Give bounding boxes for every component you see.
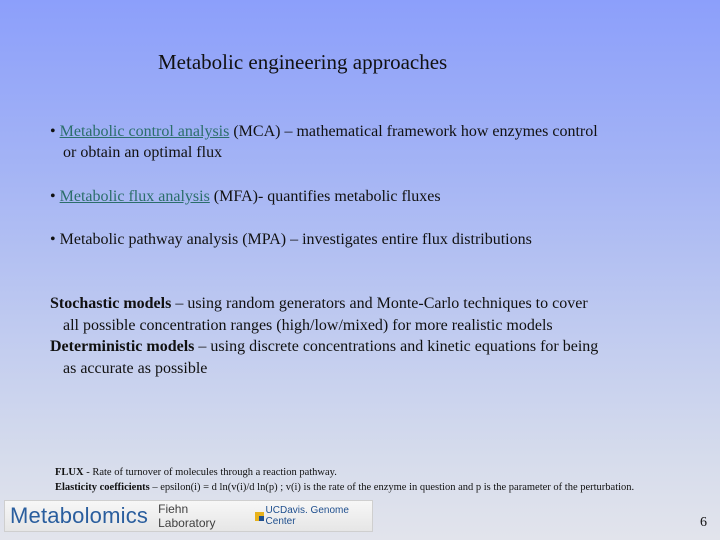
elasticity-term: Elasticity coefficients (55, 482, 150, 493)
bullet-text: (MFA)- quantifies metabolic fluxes (209, 188, 441, 205)
bullet-mfa (50, 186, 690, 207)
stochastic-continuation: all possible concentration ranges (high/low/mixed) for more realistic models (63, 316, 553, 334)
deterministic-continuation: as accurate as possible (63, 359, 208, 377)
bullet-mca (50, 121, 690, 163)
bullet-marker: • (50, 188, 60, 205)
bullet-text: Metabolic pathway analysis (MPA) – investigates entire flux distributions (59, 231, 532, 248)
footer-logo-banner (4, 500, 373, 532)
stochastic-text: – using random generators and Monte-Carlo techniques to cover (171, 295, 588, 312)
fiehn-lab-text: Fiehn Laboratory (158, 502, 216, 530)
bullet-marker: • (50, 123, 60, 140)
elasticity-definition: – epsilon(i) = d ln(v(i)/d ln(p) ; v(i) is the rate of the enzyme in question and p is the parameter of the perturbation. (149, 482, 635, 493)
page-number: 6 (700, 515, 707, 530)
deterministic-term: Deterministic models (50, 338, 195, 355)
ucdavis-logo-icon (255, 512, 263, 521)
footnotes (55, 465, 720, 495)
bullet-continuation: or obtain an optimal flux (63, 144, 223, 161)
bullet-mpa (50, 229, 690, 250)
ucdavis-genome-center-text: UCDavis. Genome Center (265, 505, 349, 527)
flux-definition: - Rate of turnover of molecules through a reaction pathway. (83, 467, 337, 478)
bullet-marker: • (50, 231, 60, 248)
deterministic-text: – using discrete concentrations and kinetic equations for being (194, 338, 599, 355)
stochastic-term: Stochastic models (50, 295, 172, 312)
slide-title: Metabolic engineering approaches (158, 50, 448, 74)
models-section (50, 293, 700, 379)
metabolomics-logo-text: Metabolomics (10, 503, 149, 528)
mfa-link[interactable]: Metabolic flux analysis (59, 188, 210, 205)
mca-link[interactable]: Metabolic control analysis (59, 123, 230, 140)
flux-term: FLUX (55, 467, 84, 478)
bullet-text: (MCA) – mathematical framework how enzymes control (229, 123, 598, 140)
